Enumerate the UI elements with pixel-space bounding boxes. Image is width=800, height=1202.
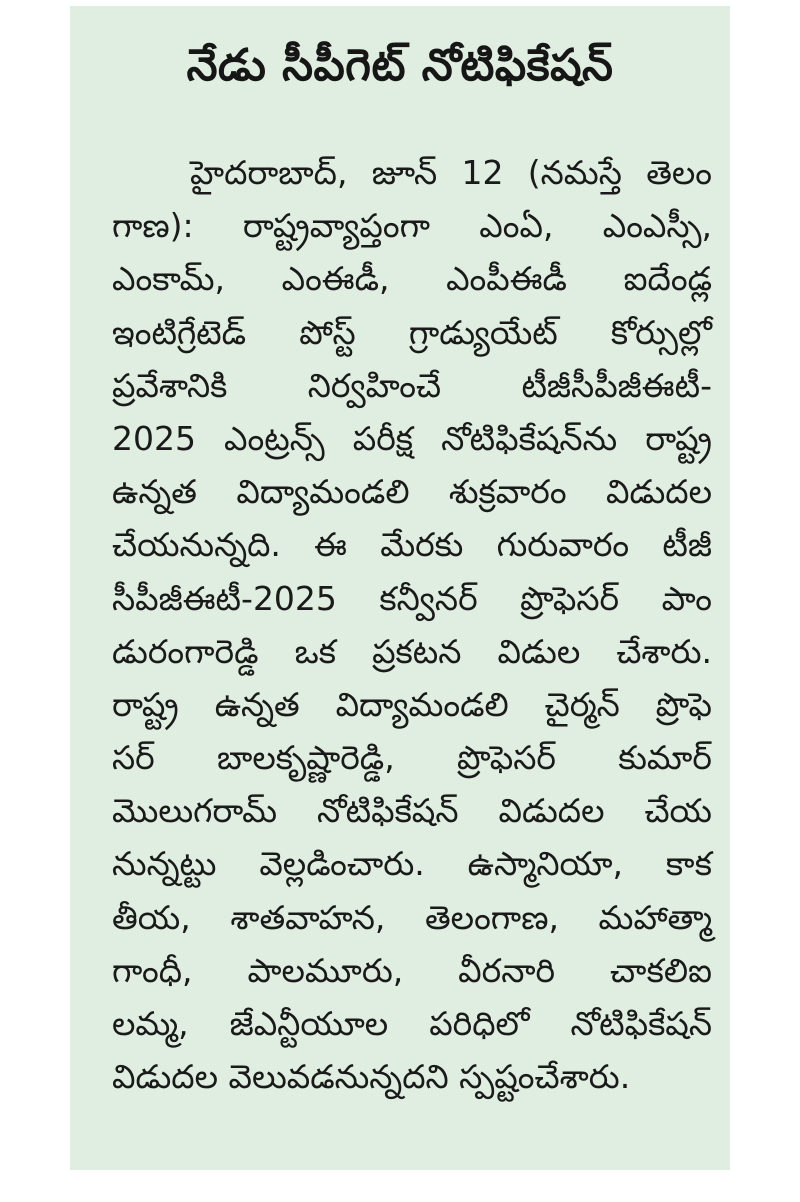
article-line: 2025 ఎంట్రన్స్ పరీక్ష నోటిఫికేషన్‌ను రాష్ట్ర — [112, 418, 712, 458]
article-body — [112, 146, 712, 1103]
article-line: గాణ): రాష్ట్రవ్యాప్తంగా ఎంఏ, ఎంఎస్సీ, — [112, 206, 712, 246]
article-line: నున్నట్టు వెల్లడించారు. ఉస్మానియా, కాక — [112, 844, 712, 884]
article-line: చేయనున్నది. ఈ మేరకు గురువారం టీజీ — [112, 525, 712, 565]
article-line: డురంగారెడ్డి ఒక ప్రకటన విడుల చేశారు. — [112, 631, 712, 671]
article-line: విడుదల వెలువడనున్నదని స్పష్టంచేశారు. — [112, 1057, 631, 1097]
article-line: మొలుగరామ్ నోటిఫికేషన్ విడుదల చేయ — [112, 791, 712, 831]
article-line: ప్రవేశానికి నిర్వహించే టీజీసీపీజీఈటీ- — [112, 365, 712, 405]
article-line: ఎంకామ్, ఎంఈడీ, ఎంపీఈడీ ఐదేండ్ల — [112, 259, 712, 299]
article-line: తీయ, శాతవాహన, తెలంగాణ, మహాత్మా — [112, 897, 712, 937]
article-line: ఇంటిగ్రేటెడ్ పోస్ట్ గ్రాడ్యుయేట్ కోర్సుల్లో — [112, 312, 712, 352]
article-line: సర్ బాలకృష్ణారెడ్డి, ప్రొఫెసర్ కుమార్ — [112, 738, 712, 778]
newspaper-clipping — [70, 6, 730, 1170]
headline: నేడు సీపీగెట్ నోటిఫికేషన్ — [186, 40, 614, 91]
article-line: గాంధీ, పాలమూరు, వీరనారి చాకలిఐ — [112, 950, 712, 990]
article-line: లమ్మ, జేఎన్టీయూల పరిధిలో నోటిఫికేషన్ — [112, 1004, 712, 1043]
article-line: ఉన్నత విద్యామండలి శుక్రవారం విడుదల — [112, 472, 712, 512]
article-line: రాష్ట్ర ఉన్నత విద్యామండలి చైర్మన్ ప్రొఫె — [112, 684, 712, 724]
article-line: హైదరాబాద్, జూన్ 12 (నమస్తే తెలం — [190, 153, 712, 192]
article-line: సీపీజీఈటీ-2025 కన్వీనర్ ప్రొఫెసర్ పాం — [112, 578, 712, 618]
